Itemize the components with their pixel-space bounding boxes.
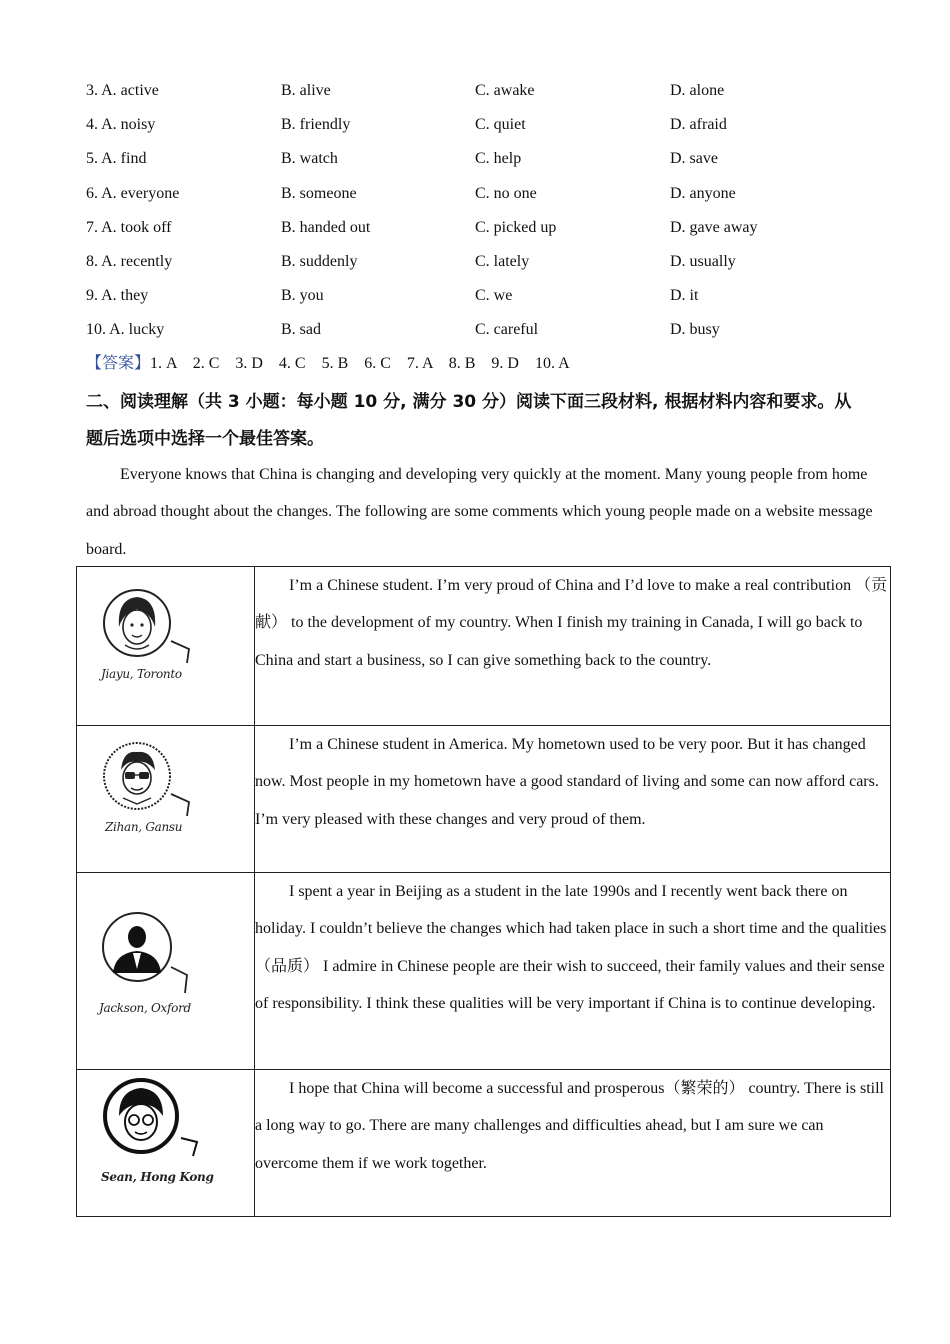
option-a: 10. A. lucky [86, 321, 165, 339]
option-row [86, 112, 866, 146]
option-row [86, 78, 866, 112]
option-d: D. busy [670, 321, 720, 339]
girl-avatar-icon [99, 587, 199, 667]
avatar-cell [77, 1070, 255, 1217]
option-row [86, 181, 866, 215]
intro-paragraph [86, 456, 876, 568]
option-b: B. suddenly [281, 252, 358, 270]
option-c: C. we [475, 287, 513, 305]
boy-bowl-cut-avatar-icon [99, 1076, 209, 1162]
commenter-name: Jiayu, Toronto [101, 667, 182, 681]
comment-text: I spent a year in Beijing as a student in the late 1990s and I recently went back there on holiday. I couldn’t believe the changes which had taken place in such a short time and the qualities （品质） I admire in Chinese people are their wish to succeed, their family values and their sense of responsibility. I think these qualities will be very important if China is to continue developing. [255, 883, 887, 1013]
table-row [77, 873, 891, 1070]
option-d: D. afraid [670, 116, 727, 134]
option-b: B. you [281, 287, 324, 305]
option-row [86, 283, 866, 317]
option-c: C. lately [475, 252, 530, 270]
answer-text: 1. A 2. C 3. D 4. C 5. B 6. C 7. A 8. B 9. D 10. A [150, 355, 570, 372]
comment-text-cell [255, 726, 891, 873]
avatar [99, 740, 199, 820]
answer-line [86, 351, 570, 377]
option-d: D. it [670, 287, 699, 305]
option-a: 7. A. took off [86, 218, 172, 236]
answer-tag: 【答案】 [86, 355, 151, 372]
avatar-cell [77, 567, 255, 726]
option-a: 9. A. they [86, 287, 149, 305]
man-suit-avatar-icon [99, 911, 199, 997]
option-d: D. anyone [670, 184, 736, 202]
avatar-cell [77, 726, 255, 873]
option-a: 5. A. find [86, 150, 147, 168]
option-c: C. no one [475, 184, 537, 202]
avatar [99, 1076, 209, 1162]
option-d: D. gave away [670, 218, 758, 236]
table-row [77, 567, 891, 726]
option-d: D. alone [670, 82, 725, 99]
option-c: C. picked up [475, 218, 557, 236]
option-d: D. usually [670, 252, 736, 270]
option-b: B. watch [281, 150, 338, 168]
comment-text: I’m a Chinese student. I’m very proud of China and I’d love to make a real contribution （贡献） to the development of my country. When I finish my training in Canada, I will go back to China and start a business, so I can give something back to the country. [255, 577, 888, 669]
option-c: C. awake [475, 82, 535, 99]
table-row [77, 726, 891, 873]
option-b: B. sad [281, 321, 321, 339]
option-b: B. someone [281, 184, 357, 202]
option-b: B. alive [281, 82, 331, 99]
avatar [99, 587, 199, 667]
option-b: B. handed out [281, 218, 371, 236]
option-b: B. friendly [281, 116, 351, 134]
table-row [77, 1070, 891, 1217]
option-a: 3. A. active [86, 82, 159, 99]
option-row [86, 215, 866, 249]
comment-text-cell [255, 567, 891, 726]
avatar [99, 911, 199, 997]
option-list [86, 78, 866, 352]
option-c: C. careful [475, 321, 539, 339]
avatar-cell [77, 873, 255, 1070]
comment-text-cell [255, 1070, 891, 1217]
option-a: 8. A. recently [86, 252, 173, 270]
option-d: D. save [670, 150, 718, 168]
commenter-name: Zihan, Gansu [105, 820, 183, 834]
intro-text: Everyone knows that China is changing and developing very quickly at the moment. Many young people from home and abroad thought about the changes. The following are some comments which young people made on a website message board. [86, 466, 873, 558]
boy-glasses-avatar-icon [99, 740, 199, 820]
comment-text: I hope that China will become a successful and prosperous（繁荣的） country. There is still a long way to go. There are many challenges and difficulties ahead, but I am sure we can overcome them if we work together. [255, 1080, 884, 1172]
commenter-name: Sean, Hong Kong [101, 1170, 214, 1184]
comment-text-cell [255, 873, 891, 1070]
option-a: 6. A. everyone [86, 184, 180, 202]
option-row [86, 146, 866, 180]
comment-text: I’m a Chinese student in America. My hometown used to be very poor. But it has changed now. Most people in my hometown have a good standard of living and some can now afford cars. I’m very pleased with these changes and very proud of them. [255, 736, 879, 828]
option-row [86, 317, 866, 351]
option-c: C. quiet [475, 116, 526, 134]
option-row [86, 249, 866, 283]
commenter-name: Jackson, Oxford [99, 1001, 191, 1015]
section-heading: 二、阅读理解（共 3 小题：每小题 10 分, 满分 30 分）阅读下面三段材料, 根据材料内容和要求。从题后选项中选择一个最佳答案。 [86, 392, 852, 449]
option-a: 4. A. noisy [86, 116, 156, 134]
option-c: C. help [475, 150, 522, 168]
comments-table [76, 566, 891, 1217]
